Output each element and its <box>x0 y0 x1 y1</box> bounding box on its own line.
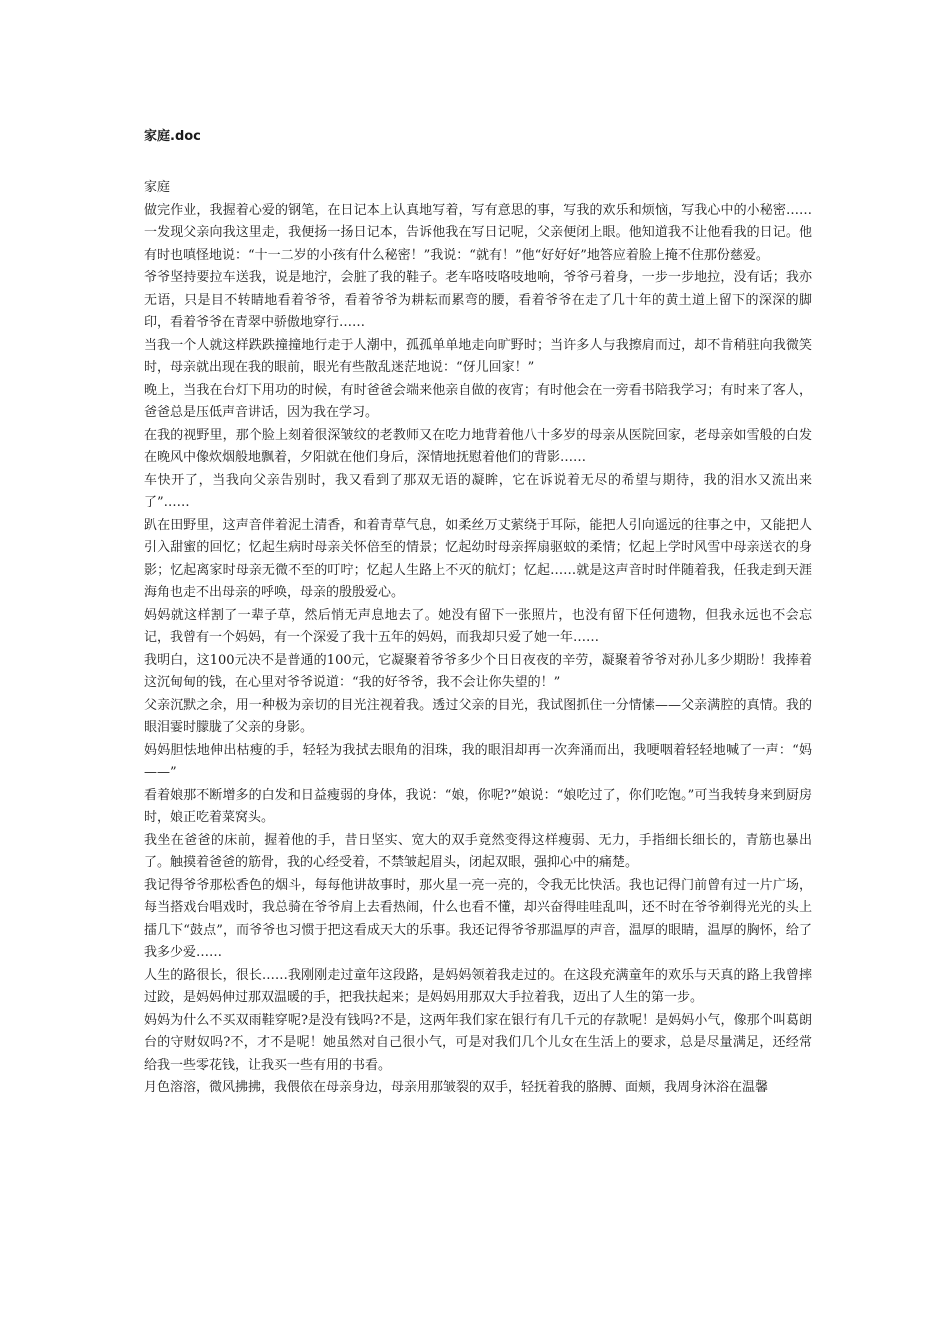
paragraph: 妈妈就这样割了一辈子草，然后悄无声息地去了。她没有留下一张照片，也没有留下任何遗物，但我永远也不会忘记，我曾有一个妈妈，有一个深爱了我十五年的妈妈，而我却只爱了她一年…… <box>144 607 812 645</box>
paragraph: 我记得爷爷那松香色的烟斗，每每他讲故事时，那火星一亮一亮的，令我无比快活。我也记得门前曾有过一片广场，每当搭戏台唱戏时，我总骑在爷爷肩上去看热闹，什么也看不懂，却兴奋得哇哇乱叫，还不时在爷爷剃得光光的头上擂几下“鼓点”，而爷爷也习惯于把这看成天大的乐事。我还记得爷爷那温厚的声音，温厚的眼睛，温厚的胸怀，给了我多少爱…… <box>144 877 812 960</box>
paragraph: 车快开了，当我向父亲告别时，我又看到了那双无语的凝眸，它在诉说着无尽的希望与期待，我的泪水又流出来了”…… <box>144 472 812 510</box>
paragraph: 妈妈胆怯地伸出枯瘦的手，轻轻为我拭去眼角的泪珠，我的眼泪却再一次奔涌而出，我哽咽着轻轻地喊了一声：“妈——” <box>144 742 812 780</box>
paragraph: 妈妈为什么不买双雨鞋穿呢?是没有钱吗?不是，这两年我们家在银行有几千元的存款呢！是妈妈小气，像那个叫葛朗台的守财奴吗?不，才不是呢！她虽然对自己很小气，可是对我们几个儿女在生活上的要求，总是尽量满足，还经常给我一些零花钱，让我买一些有用的书看。 <box>144 1012 812 1073</box>
paragraph: 当我一个人就这样跌跌撞撞地行走于人潮中，孤孤单单地走向旷野时；当许多人与我擦肩而过，却不肯稍驻向我微笑时，母亲就出现在我的眼前，眼光有些散乱迷茫地说：“伢儿回家！” <box>144 337 812 375</box>
paragraph: 在我的视野里，那个脸上刻着很深皱纹的老教师又在吃力地背着他八十多岁的母亲从医院回家，老母亲如雪般的白发在晚风中像炊烟般地飘着，夕阳就在他们身后，深情地抚慰着他们的背影…… <box>144 427 812 465</box>
paragraph: 趴在田野里，这声音伴着泥土清香，和着青草气息，如柔丝万丈萦绕于耳际，能把人引向遥远的往事之中，又能把人引入甜蜜的回忆；忆起生病时母亲关怀倍至的情景；忆起幼时母亲挥扇驱蚊的柔情；忆起上学时风雪中母亲送衣的身影；忆起离家时母亲无微不至的叮咛；忆起人生路上不灭的航灯；忆起……就是这声音时时伴随着我，任我走到天涯海角也走不出母亲的呼唤，母亲的殷殷爱心。 <box>144 517 812 600</box>
paragraph: 月色溶溶，微风拂拂，我偎依在母亲身边，母亲用那皱裂的双手，轻抚着我的胳膊、面颊，我周身沐浴在温馨 <box>144 1080 769 1095</box>
paragraph: 人生的路很长，很长……我刚刚走过童年这段路，是妈妈领着我走过的。在这段充满童年的欢乐与天真的路上我曾摔过跤，是妈妈伸过那双温暖的手，把我扶起来；是妈妈用那双大手拉着我，迈出了人生的第一步。 <box>144 967 812 1005</box>
paragraph: 看着娘那不断增多的白发和日益瘦弱的身体，我说：“娘，你呢?”娘说：“娘吃过了，你们吃饱。”可当我转身来到厨房时，娘正吃着菜窝头。 <box>144 787 812 825</box>
document-filename: 家庭.doc <box>144 129 201 144</box>
paragraph: 我明白，这100元决不是普通的100元，它凝聚着爷爷多少个日日夜夜的辛劳，凝聚着爷爷对孙儿多少期盼！我捧着这沉甸甸的钱，在心里对爷爷说道：“我的好爷爷，我不会让你失望的！” <box>144 652 812 690</box>
paragraph: 我坐在爸爸的床前，握着他的手，昔日坚实、宽大的双手竟然变得这样瘦弱、无力，手指细长细长的，青筋也暴出了。触摸着爸爸的筋骨，我的心经受着，不禁皱起眉头，闭起双眼，强抑心中的痛楚。 <box>144 832 812 870</box>
document-heading: 家庭 <box>144 180 171 195</box>
paragraph: 做完作业，我握着心爱的钢笔，在日记本上认真地写着，写有意思的事，写我的欢乐和烦恼，写我心中的小秘密……一发现父亲向我这里走，我便扬一扬日记本，告诉他我在写日记呢，父亲便闭上眼。他知道我不让他看我的日记。他有时也嗔怪地说：“十一二岁的小孩有什么秘密！”我说：“就有！”他“好好好”地答应着脸上掩不住那份慈爱。 <box>144 202 812 263</box>
document-body <box>144 177 812 1100</box>
paragraph: 晚上，当我在台灯下用功的时候，有时爸爸会端来他亲自做的夜宵；有时他会在一旁看书陪我学习；有时来了客人，爸爸总是压低声音讲话，因为我在学习。 <box>144 382 812 420</box>
paragraph: 爷爷坚持要拉车送我，说是地泞，会脏了我的鞋子。老车咯吱咯吱地响，爷爷弓着身，一步一步地拉，没有话；我亦无语，只是目不转睛地看着爷爷，看着爷爷为耕耘而累弯的腰，看着爷爷在走了几十年的黄土道上留下的深深的脚印，看着爷爷在青翠中骄傲地穿行…… <box>144 270 812 330</box>
paragraph: 父亲沉默之余，用一种极为亲切的目光注视着我。透过父亲的目光，我试图抓住一分情愫——父亲满腔的真情。我的眼泪霎时朦胧了父亲的身影。 <box>144 697 812 735</box>
